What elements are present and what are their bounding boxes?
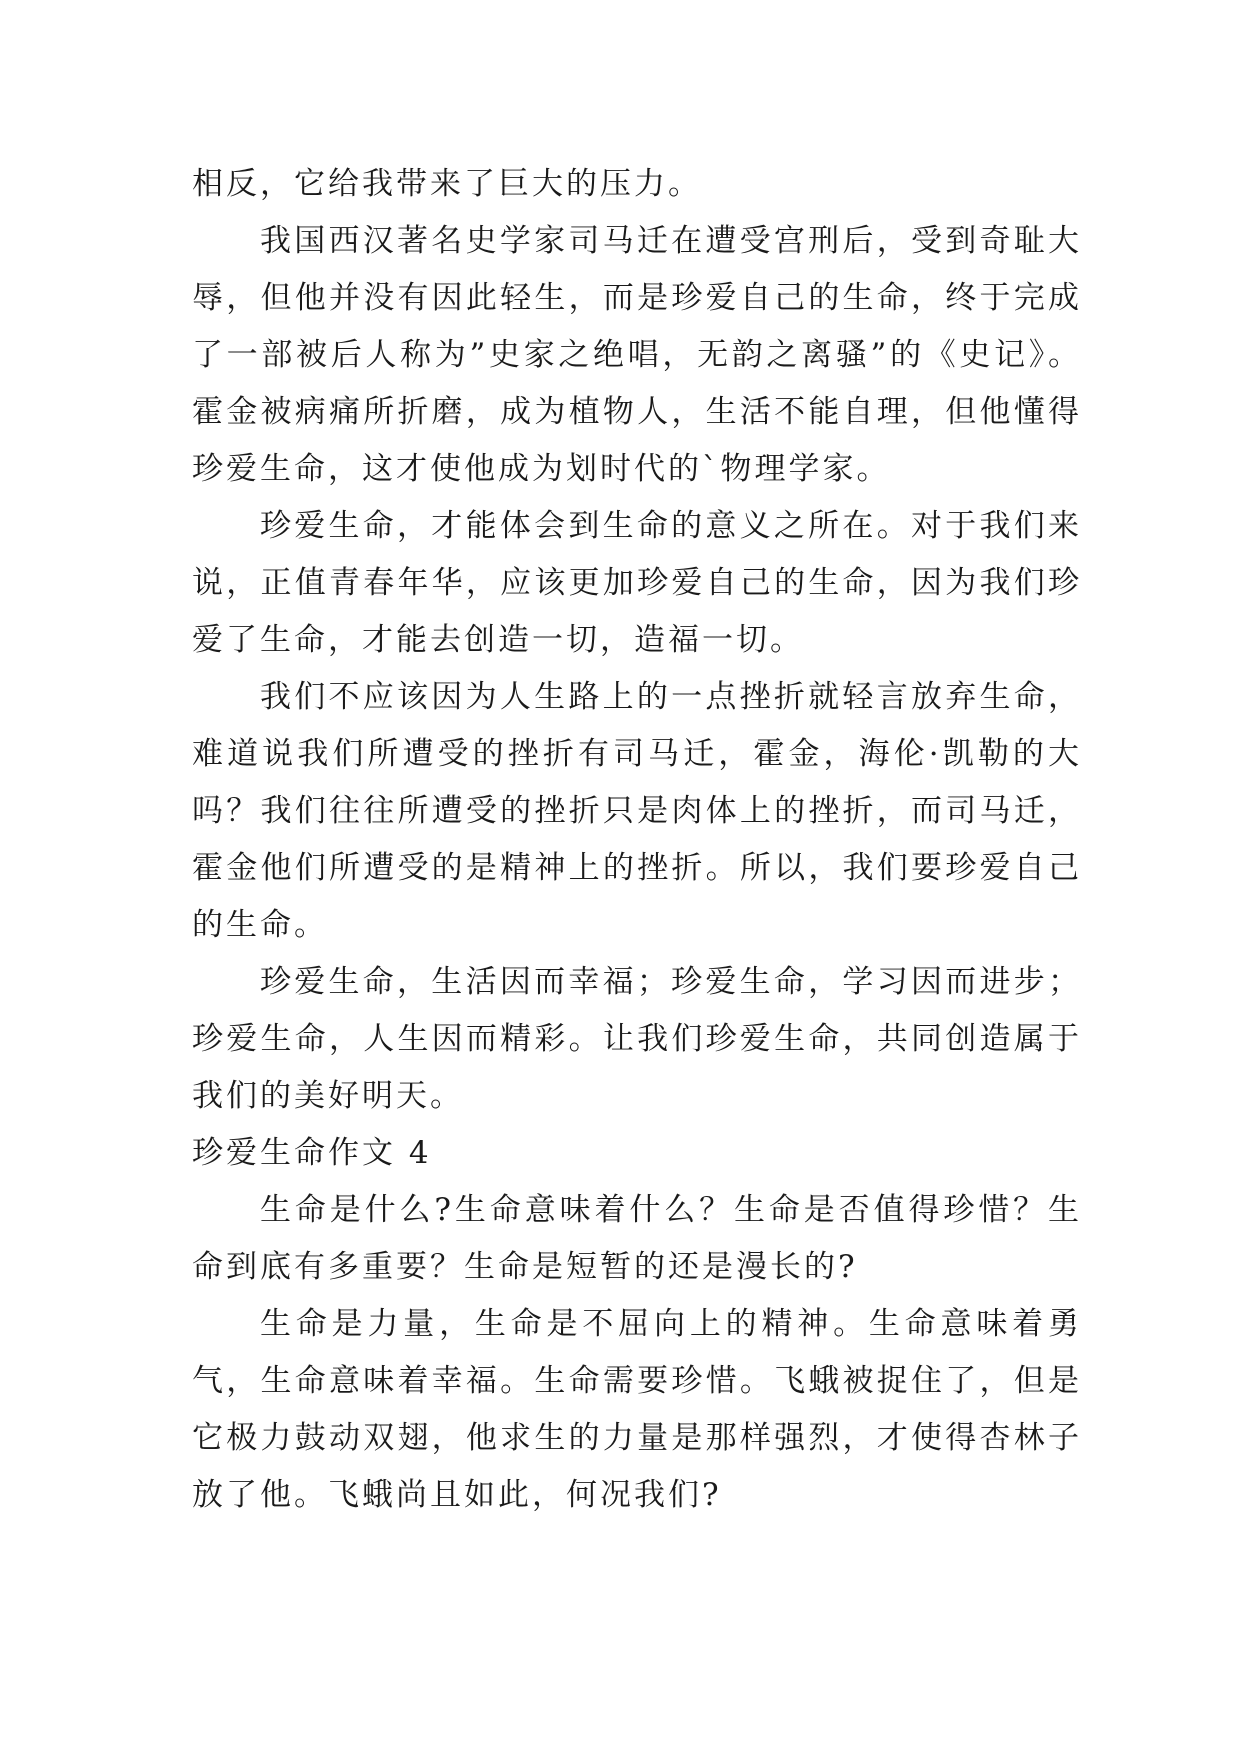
document-body xyxy=(192,156,1082,1524)
paragraph-what-is-life: 生命是什么?生命意味着什么？生命是否值得珍惜？生命到底有多重要？生命是短暂的还是漫长的? xyxy=(192,1192,1082,1285)
paragraph-life-is-strength: 生命是力量，生命是不屈向上的精神。生命意味着勇气，生命意味着幸福。生命需要珍惜。飞蛾被捉住了，但是它极力鼓动双翅，他求生的力量是那样强烈，才使得杏林子放了他。飞蛾尚且如此，何况我们? xyxy=(192,1306,1082,1513)
paragraph-continuation: 相反，它给我带来了巨大的压力。 xyxy=(192,166,702,202)
paragraph-setbacks: 我们不应该因为人生路上的一点挫折就轻言放弃生命，难道说我们所遭受的挫折有司马迁，霍金，海伦·凯勒的大吗？我们往往所遭受的挫折只是肉体上的挫折，而司马迁，霍金他们所遭受的是精神上的挫折。所以，我们要珍爱自己的生命。 xyxy=(192,679,1082,943)
paragraph-meaning-of-life: 珍爱生命，才能体会到生命的意义之所在。对于我们来说，正值青春年华，应该更加珍爱自己的生命，因为我们珍爱了生命，才能去创造一切，造福一切。 xyxy=(192,508,1082,658)
paragraph-sima-qian-hawking: 我国西汉著名史学家司马迁在遭受宫刑后，受到奇耻大辱，但他并没有因此轻生，而是珍爱自己的生命，终于完成了一部被后人称为”史家之绝唱，无韵之离骚”的《史记》。霍金被病痛所折磨，成为植物人，生活不能自理，但他懂得珍爱生命，这才使他成为划时代的`物理学家。 xyxy=(192,223,1082,487)
paragraph-conclusion: 珍爱生命，生活因而幸福；珍爱生命，学习因而进步；珍爱生命，人生因而精彩。让我们珍爱生命，共同创造属于我们的美好明天。 xyxy=(192,964,1082,1114)
section-title: 珍爱生命作文 4 xyxy=(192,1135,432,1171)
